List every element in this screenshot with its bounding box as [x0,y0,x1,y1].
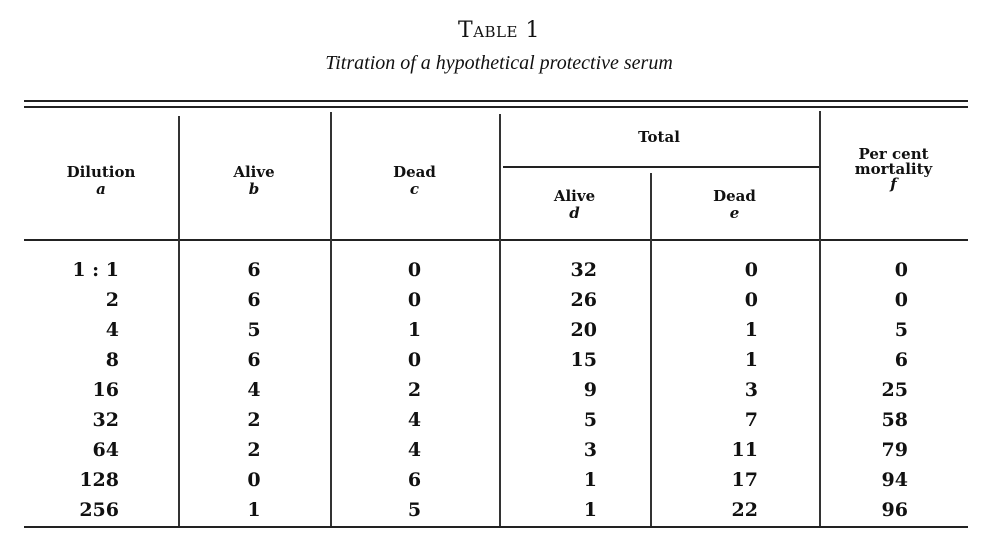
cell: 2 [247,439,261,461]
cell: 1 [583,469,597,491]
cell: 4 [247,379,261,401]
column-mortality [819,255,908,525]
cell: 3 [744,379,758,401]
top-rule-2 [24,106,968,108]
cell: 1 : 1 [72,259,119,281]
cell: 15 [570,349,597,371]
cell: 17 [731,469,758,491]
cell: 32 [92,409,119,431]
cell: 1 [407,319,422,341]
cell: 3 [583,439,597,461]
cell: 0 [407,259,422,281]
cell: 96 [881,499,908,521]
header-dead [330,164,499,198]
cell: 2 [105,289,119,311]
cell: 1 [583,499,597,521]
cell: 26 [570,289,597,311]
cell: 6 [407,469,422,491]
cell: 0 [744,289,758,311]
header-mortality-symbol: f [890,175,897,193]
column-total-alive [499,255,597,525]
cell: 0 [894,289,908,311]
column-dilution [24,255,119,525]
cell: 4 [105,319,119,341]
cell: 20 [570,319,597,341]
cell: 6 [247,289,261,311]
cell: 16 [92,379,119,401]
cell: 128 [79,469,119,491]
top-rule-1 [24,100,968,102]
cell: 6 [247,349,261,371]
cell: 64 [92,439,119,461]
cell: 0 [407,289,422,311]
cell: 9 [583,379,597,401]
table-title: Titration of a hypothetical protective serum [325,52,673,74]
header-total-alive [499,188,650,222]
header-mortality [819,147,968,192]
column-alive [178,255,330,525]
header-mortality-line2: mortality [854,160,933,178]
cell: 0 [894,259,908,281]
cell: 58 [881,409,908,431]
cell: 6 [894,349,908,371]
header-total-dead-label: Dead [713,187,756,205]
cell: 256 [79,499,119,521]
cell: 22 [731,499,758,521]
bottom-rule [24,526,968,528]
header-total-dead-symbol: e [729,204,740,222]
header-total-label: Total [638,128,680,146]
cell: 4 [407,409,422,431]
column-dead [330,255,499,525]
header-alive-label: Alive [233,163,275,181]
cell: 1 [744,349,758,371]
cell: 5 [407,499,422,521]
cell: 1 [247,499,261,521]
cell: 94 [881,469,908,491]
cell: 5 [583,409,597,431]
header-alive-symbol: b [248,180,260,198]
cell: 25 [881,379,908,401]
header-dead-symbol: c [409,180,420,198]
header-total [499,129,819,146]
header-bottom-rule [24,239,968,241]
header-dead-label: Dead [393,163,436,181]
table-label: Table 1 [458,18,540,43]
cell: 79 [881,439,908,461]
header-total-dead [650,188,819,222]
column-total-dead [650,255,758,525]
cell: 6 [247,259,261,281]
header-mortality-line1: Per cent [858,145,929,163]
cell: 8 [105,349,119,371]
header-total-alive-label: Alive [553,187,596,205]
cell: 32 [570,259,597,281]
cell: 2 [247,409,261,431]
cell: 7 [744,409,758,431]
total-subheader-rule [503,166,819,168]
cell: 11 [731,439,758,461]
header-dilution-symbol: a [96,180,106,198]
cell: 0 [247,469,261,491]
cell: 0 [407,349,422,371]
header-dilution [24,164,178,198]
cell: 1 [744,319,758,341]
header-dilution-label: Dilution [66,163,136,181]
header-total-alive-symbol: d [569,204,580,222]
header-alive [178,164,330,198]
cell: 5 [247,319,261,341]
cell: 5 [894,319,908,341]
cell: 2 [407,379,422,401]
cell: 4 [407,439,422,461]
cell: 0 [744,259,758,281]
